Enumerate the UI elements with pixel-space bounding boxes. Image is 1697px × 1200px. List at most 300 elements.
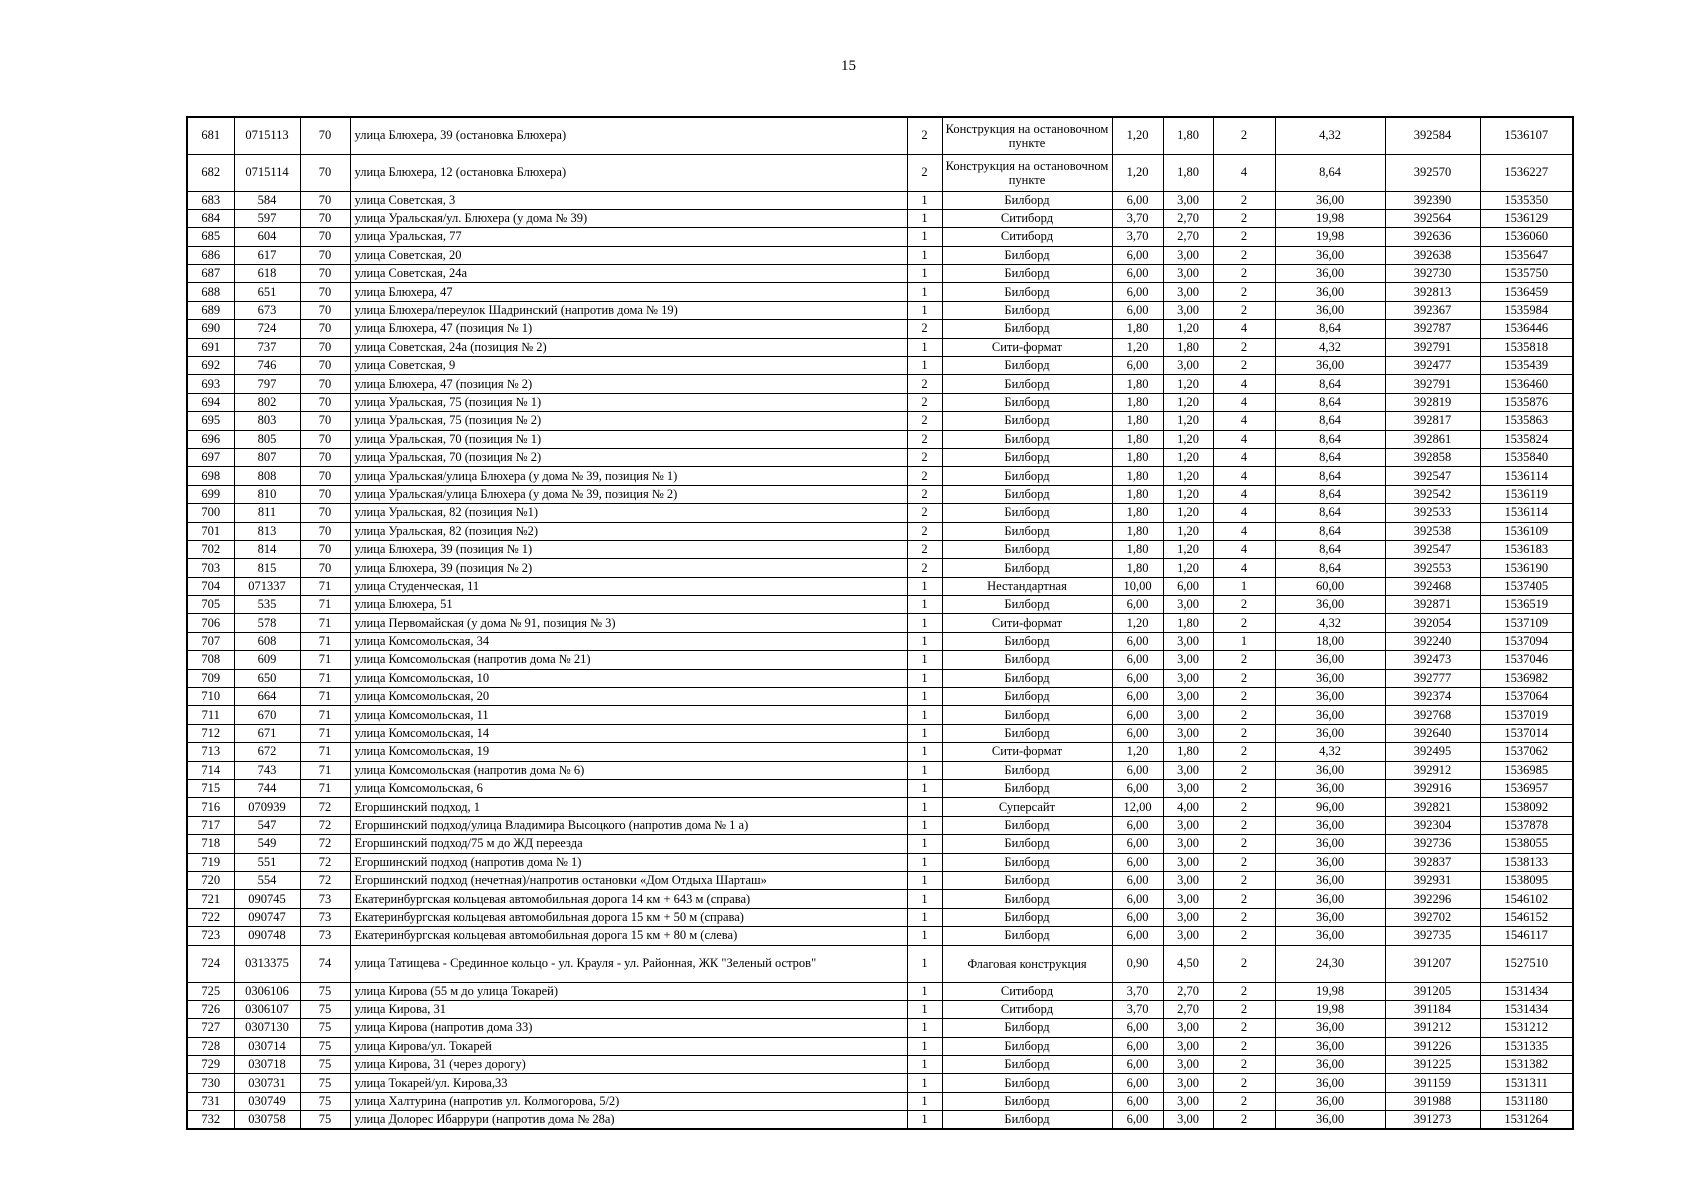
area-sqm: 36,00 (1275, 816, 1385, 834)
structure-type: Билборд (942, 908, 1112, 926)
faces-count: 2 (1213, 706, 1275, 724)
width-m: 1,80 (1112, 485, 1163, 503)
address-cell: Егоршинский подход/75 м до ЖД переезда (350, 835, 907, 853)
coord-y: 1536109 (1480, 522, 1573, 540)
address-cell: улица Уральская, 75 (позиция № 1) (350, 393, 907, 411)
coord-x: 392390 (1385, 191, 1480, 209)
width-m: 6,00 (1112, 780, 1163, 798)
table-row (187, 1111, 1573, 1129)
table-row (187, 743, 1573, 761)
structure-type: Билборд (942, 559, 1112, 577)
structure-id: 030718 (234, 1056, 300, 1074)
faces-count: 2 (1213, 596, 1275, 614)
structure-id: 618 (234, 265, 300, 283)
structure-id: 090745 (234, 890, 300, 908)
coord-y: 1531335 (1480, 1037, 1573, 1055)
height-m: 2,70 (1163, 982, 1213, 1000)
table-row (187, 1019, 1573, 1037)
coord-y: 1537019 (1480, 706, 1573, 724)
width-m: 0,90 (1112, 945, 1163, 982)
coord-y: 1536227 (1480, 154, 1573, 191)
coord-x: 392638 (1385, 246, 1480, 264)
zone-number: 72 (300, 871, 350, 889)
address-cell: улица Токарей/ул. Кирова,33 (350, 1074, 907, 1092)
sides-count: 1 (907, 816, 942, 834)
sides-count: 1 (907, 614, 942, 632)
structure-type: Билборд (942, 504, 1112, 522)
faces-count: 2 (1213, 945, 1275, 982)
coord-x: 392912 (1385, 761, 1480, 779)
height-m: 1,80 (1163, 338, 1213, 356)
structure-id: 0313375 (234, 945, 300, 982)
row-number: 730 (187, 1074, 234, 1092)
address-cell: улица Уральская, 82 (позиция №1) (350, 504, 907, 522)
coord-x: 391207 (1385, 945, 1480, 982)
width-m: 6,00 (1112, 927, 1163, 945)
structure-type: Сити-формат (942, 614, 1112, 632)
row-number: 702 (187, 540, 234, 558)
structure-type: Билборд (942, 706, 1112, 724)
width-m: 6,00 (1112, 871, 1163, 889)
structure-id: 554 (234, 871, 300, 889)
coord-x: 391184 (1385, 1000, 1480, 1018)
height-m: 1,80 (1163, 743, 1213, 761)
row-number: 689 (187, 301, 234, 319)
faces-count: 2 (1213, 228, 1275, 246)
structure-type: Билборд (942, 596, 1112, 614)
address-cell: улица Комсомольская, 6 (350, 780, 907, 798)
height-m: 4,00 (1163, 798, 1213, 816)
zone-number: 72 (300, 816, 350, 834)
width-m: 1,20 (1112, 338, 1163, 356)
zone-number: 72 (300, 853, 350, 871)
structure-type: Билборд (942, 1037, 1112, 1055)
width-m: 6,00 (1112, 1111, 1163, 1129)
row-number: 732 (187, 1111, 234, 1129)
table-row (187, 853, 1573, 871)
faces-count: 2 (1213, 1019, 1275, 1037)
row-number: 711 (187, 706, 234, 724)
zone-number: 71 (300, 596, 350, 614)
table-row (187, 522, 1573, 540)
coord-x: 391226 (1385, 1037, 1480, 1055)
row-number: 683 (187, 191, 234, 209)
zone-number: 75 (300, 1037, 350, 1055)
zone-number: 75 (300, 1111, 350, 1129)
coord-x: 392791 (1385, 338, 1480, 356)
structure-id: 672 (234, 743, 300, 761)
zone-number: 70 (300, 191, 350, 209)
faces-count: 2 (1213, 1074, 1275, 1092)
structure-id: 597 (234, 209, 300, 227)
area-sqm: 8,64 (1275, 504, 1385, 522)
width-m: 1,80 (1112, 412, 1163, 430)
faces-count: 2 (1213, 669, 1275, 687)
structure-type: Билборд (942, 724, 1112, 742)
faces-count: 2 (1213, 301, 1275, 319)
height-m: 3,00 (1163, 1074, 1213, 1092)
structure-id: 071337 (234, 577, 300, 595)
coord-x: 392817 (1385, 412, 1480, 430)
faces-count: 4 (1213, 375, 1275, 393)
table-row (187, 835, 1573, 853)
structure-type: Билборд (942, 761, 1112, 779)
coord-y: 1531434 (1480, 1000, 1573, 1018)
sides-count: 1 (907, 1074, 942, 1092)
coord-y: 1531212 (1480, 1019, 1573, 1037)
height-m: 2,70 (1163, 209, 1213, 227)
zone-number: 75 (300, 982, 350, 1000)
coord-y: 1531382 (1480, 1056, 1573, 1074)
structure-type: Ситиборд (942, 1000, 1112, 1018)
structure-type: Билборд (942, 522, 1112, 540)
width-m: 10,00 (1112, 577, 1163, 595)
coord-x: 392702 (1385, 908, 1480, 926)
width-m: 6,00 (1112, 724, 1163, 742)
faces-count: 4 (1213, 504, 1275, 522)
width-m: 6,00 (1112, 816, 1163, 834)
table-row (187, 908, 1573, 926)
table-row (187, 632, 1573, 650)
sides-count: 1 (907, 871, 942, 889)
width-m: 1,80 (1112, 540, 1163, 558)
sides-count: 1 (907, 908, 942, 926)
sides-count: 1 (907, 1056, 942, 1074)
height-m: 3,00 (1163, 835, 1213, 853)
address-cell: улица Советская, 9 (350, 357, 907, 375)
address-cell: улица Советская, 24а (позиция № 2) (350, 338, 907, 356)
address-cell: улица Блюхера, 12 (остановка Блюхера) (350, 154, 907, 191)
row-number: 723 (187, 927, 234, 945)
coord-x: 392240 (1385, 632, 1480, 650)
structure-id: 030749 (234, 1092, 300, 1110)
address-cell: улица Кирова (напротив дома 33) (350, 1019, 907, 1037)
sides-count: 1 (907, 228, 942, 246)
structure-type: Билборд (942, 375, 1112, 393)
address-cell: Егоршинский подход/улица Владимира Высоцкого (напротив дома № 1 а) (350, 816, 907, 834)
zone-number: 73 (300, 890, 350, 908)
row-number: 709 (187, 669, 234, 687)
sides-count: 1 (907, 357, 942, 375)
table-row (187, 816, 1573, 834)
table-row (187, 724, 1573, 742)
area-sqm: 8,64 (1275, 522, 1385, 540)
table-row (187, 871, 1573, 889)
coord-x: 392791 (1385, 375, 1480, 393)
structure-id: 030714 (234, 1037, 300, 1055)
table-row (187, 1074, 1573, 1092)
area-sqm: 36,00 (1275, 357, 1385, 375)
zone-number: 70 (300, 448, 350, 466)
row-number: 705 (187, 596, 234, 614)
structure-id: 0715114 (234, 154, 300, 191)
coord-x: 392468 (1385, 577, 1480, 595)
coord-y: 1535876 (1480, 393, 1573, 411)
sides-count: 1 (907, 209, 942, 227)
address-cell: улица Блюхера/переулок Шадринский (напротив дома № 19) (350, 301, 907, 319)
faces-count: 2 (1213, 614, 1275, 632)
faces-count: 2 (1213, 890, 1275, 908)
structure-type: Флаговая конструкция (942, 945, 1112, 982)
structure-id: 549 (234, 835, 300, 853)
structure-id: 803 (234, 412, 300, 430)
row-number: 700 (187, 504, 234, 522)
address-cell: улица Халтурина (напротив ул. Колмогорова, 5/2) (350, 1092, 907, 1110)
address-cell: Екатеринбургская кольцевая автомобильная дорога 15 км + 80 м (слева) (350, 927, 907, 945)
zone-number: 70 (300, 117, 350, 154)
structure-type: Ситиборд (942, 209, 1112, 227)
faces-count: 2 (1213, 338, 1275, 356)
structure-id: 808 (234, 467, 300, 485)
faces-count: 2 (1213, 908, 1275, 926)
faces-count: 2 (1213, 1111, 1275, 1129)
width-m: 6,00 (1112, 283, 1163, 301)
structure-type: Билборд (942, 320, 1112, 338)
table-row (187, 614, 1573, 632)
row-number: 712 (187, 724, 234, 742)
structure-type: Билборд (942, 835, 1112, 853)
row-number: 684 (187, 209, 234, 227)
zone-number: 70 (300, 540, 350, 558)
address-cell: улица Блюхера, 39 (позиция № 2) (350, 559, 907, 577)
width-m: 6,00 (1112, 706, 1163, 724)
area-sqm: 36,00 (1275, 283, 1385, 301)
coord-y: 1535750 (1480, 265, 1573, 283)
faces-count: 2 (1213, 724, 1275, 742)
zone-number: 71 (300, 724, 350, 742)
row-number: 731 (187, 1092, 234, 1110)
row-number: 690 (187, 320, 234, 338)
structure-id: 805 (234, 430, 300, 448)
structure-type: Билборд (942, 669, 1112, 687)
row-number: 720 (187, 871, 234, 889)
table-row (187, 467, 1573, 485)
address-cell: улица Блюхера, 47 (350, 283, 907, 301)
sides-count: 1 (907, 927, 942, 945)
width-m: 6,00 (1112, 301, 1163, 319)
sides-count: 1 (907, 338, 942, 356)
structure-id: 070939 (234, 798, 300, 816)
height-m: 3,00 (1163, 780, 1213, 798)
coord-y: 1538095 (1480, 871, 1573, 889)
height-m: 3,00 (1163, 669, 1213, 687)
sides-count: 2 (907, 448, 942, 466)
structure-id: 547 (234, 816, 300, 834)
coord-x: 392640 (1385, 724, 1480, 742)
width-m: 6,00 (1112, 246, 1163, 264)
coord-x: 392533 (1385, 504, 1480, 522)
height-m: 3,00 (1163, 651, 1213, 669)
zone-number: 75 (300, 1000, 350, 1018)
sides-count: 1 (907, 577, 942, 595)
height-m: 1,20 (1163, 430, 1213, 448)
table-row (187, 945, 1573, 982)
structure-type: Билборд (942, 1056, 1112, 1074)
zone-number: 71 (300, 743, 350, 761)
width-m: 1,20 (1112, 154, 1163, 191)
width-m: 6,00 (1112, 853, 1163, 871)
coord-y: 1537014 (1480, 724, 1573, 742)
table-row (187, 209, 1573, 227)
address-cell: улица Комсомольская (напротив дома № 21) (350, 651, 907, 669)
width-m: 6,00 (1112, 357, 1163, 375)
table-row (187, 357, 1573, 375)
coord-y: 1536119 (1480, 485, 1573, 503)
row-number: 703 (187, 559, 234, 577)
row-number: 696 (187, 430, 234, 448)
sides-count: 1 (907, 890, 942, 908)
height-m: 3,00 (1163, 1019, 1213, 1037)
structure-type: Билборд (942, 393, 1112, 411)
address-cell: Егоршинский подход, 1 (350, 798, 907, 816)
address-cell: улица Советская, 24а (350, 265, 907, 283)
zone-number: 70 (300, 504, 350, 522)
coord-x: 392736 (1385, 835, 1480, 853)
structure-id: 551 (234, 853, 300, 871)
width-m: 1,80 (1112, 430, 1163, 448)
structure-type: Нестандартная (942, 577, 1112, 595)
table-row (187, 228, 1573, 246)
row-number: 717 (187, 816, 234, 834)
faces-count: 4 (1213, 485, 1275, 503)
faces-count: 2 (1213, 1092, 1275, 1110)
width-m: 6,00 (1112, 835, 1163, 853)
width-m: 6,00 (1112, 651, 1163, 669)
coord-y: 1537109 (1480, 614, 1573, 632)
table-row (187, 412, 1573, 430)
area-sqm: 4,32 (1275, 614, 1385, 632)
structure-id: 802 (234, 393, 300, 411)
faces-count: 4 (1213, 412, 1275, 430)
structure-type: Сити-формат (942, 338, 1112, 356)
faces-count: 2 (1213, 117, 1275, 154)
sides-count: 1 (907, 706, 942, 724)
height-m: 3,00 (1163, 191, 1213, 209)
area-sqm: 8,64 (1275, 540, 1385, 558)
address-cell: Егоршинский подход (напротив дома № 1) (350, 853, 907, 871)
structure-id: 617 (234, 246, 300, 264)
width-m: 1,80 (1112, 467, 1163, 485)
width-m: 6,00 (1112, 1092, 1163, 1110)
zone-number: 71 (300, 577, 350, 595)
area-sqm: 36,00 (1275, 853, 1385, 871)
zone-number: 71 (300, 632, 350, 650)
coord-y: 1531180 (1480, 1092, 1573, 1110)
coord-x: 391159 (1385, 1074, 1480, 1092)
table-row (187, 283, 1573, 301)
sides-count: 1 (907, 780, 942, 798)
coord-y: 1536060 (1480, 228, 1573, 246)
address-cell: улица Уральская/улица Блюхера (у дома № 39, позиция № 1) (350, 467, 907, 485)
height-m: 3,00 (1163, 761, 1213, 779)
sides-count: 1 (907, 301, 942, 319)
row-number: 713 (187, 743, 234, 761)
row-number: 681 (187, 117, 234, 154)
structure-id: 604 (234, 228, 300, 246)
structure-id: 670 (234, 706, 300, 724)
sides-count: 1 (907, 283, 942, 301)
row-number: 692 (187, 357, 234, 375)
faces-count: 2 (1213, 982, 1275, 1000)
address-cell: улица Блюхера, 39 (остановка Блюхера) (350, 117, 907, 154)
table-row (187, 927, 1573, 945)
width-m: 6,00 (1112, 1074, 1163, 1092)
structure-id: 673 (234, 301, 300, 319)
table-row (187, 246, 1573, 264)
sides-count: 1 (907, 1000, 942, 1018)
table-row (187, 430, 1573, 448)
coord-x: 392931 (1385, 871, 1480, 889)
height-m: 3,00 (1163, 265, 1213, 283)
sides-count: 1 (907, 982, 942, 1000)
width-m: 3,70 (1112, 982, 1163, 1000)
area-sqm: 4,32 (1275, 743, 1385, 761)
area-sqm: 36,00 (1275, 706, 1385, 724)
coord-y: 1536985 (1480, 761, 1573, 779)
width-m: 6,00 (1112, 669, 1163, 687)
height-m: 3,00 (1163, 246, 1213, 264)
table-row (187, 393, 1573, 411)
advertising-structures-table (186, 116, 1574, 1130)
row-number: 721 (187, 890, 234, 908)
row-number: 698 (187, 467, 234, 485)
area-sqm: 8,64 (1275, 412, 1385, 430)
row-number: 710 (187, 688, 234, 706)
coord-y: 1537094 (1480, 632, 1573, 650)
row-number: 697 (187, 448, 234, 466)
table-body (187, 117, 1573, 1129)
height-m: 3,00 (1163, 927, 1213, 945)
faces-count: 4 (1213, 393, 1275, 411)
sides-count: 2 (907, 393, 942, 411)
row-number: 688 (187, 283, 234, 301)
table-row (187, 761, 1573, 779)
structure-id: 815 (234, 559, 300, 577)
width-m: 1,80 (1112, 375, 1163, 393)
structure-type: Конструкция на остановочном пункте (942, 117, 1112, 154)
coord-y: 1536459 (1480, 283, 1573, 301)
row-number: 708 (187, 651, 234, 669)
table-row (187, 890, 1573, 908)
structure-id: 671 (234, 724, 300, 742)
row-number: 728 (187, 1037, 234, 1055)
address-cell: улица Комсомольская (напротив дома № 6) (350, 761, 907, 779)
faces-count: 4 (1213, 467, 1275, 485)
row-number: 704 (187, 577, 234, 595)
area-sqm: 36,00 (1275, 927, 1385, 945)
zone-number: 70 (300, 209, 350, 227)
area-sqm: 36,00 (1275, 908, 1385, 926)
structure-id: 811 (234, 504, 300, 522)
row-number: 715 (187, 780, 234, 798)
coord-y: 1537878 (1480, 816, 1573, 834)
area-sqm: 96,00 (1275, 798, 1385, 816)
sides-count: 1 (907, 835, 942, 853)
area-sqm: 19,98 (1275, 228, 1385, 246)
address-cell: улица Блюхера, 39 (позиция № 1) (350, 540, 907, 558)
sides-count: 1 (907, 853, 942, 871)
structure-type: Билборд (942, 412, 1112, 430)
coord-x: 391273 (1385, 1111, 1480, 1129)
zone-number: 70 (300, 338, 350, 356)
zone-number: 71 (300, 614, 350, 632)
sides-count: 2 (907, 522, 942, 540)
coord-y: 1536114 (1480, 467, 1573, 485)
width-m: 6,00 (1112, 632, 1163, 650)
sides-count: 2 (907, 375, 942, 393)
sides-count: 1 (907, 1019, 942, 1037)
zone-number: 70 (300, 228, 350, 246)
